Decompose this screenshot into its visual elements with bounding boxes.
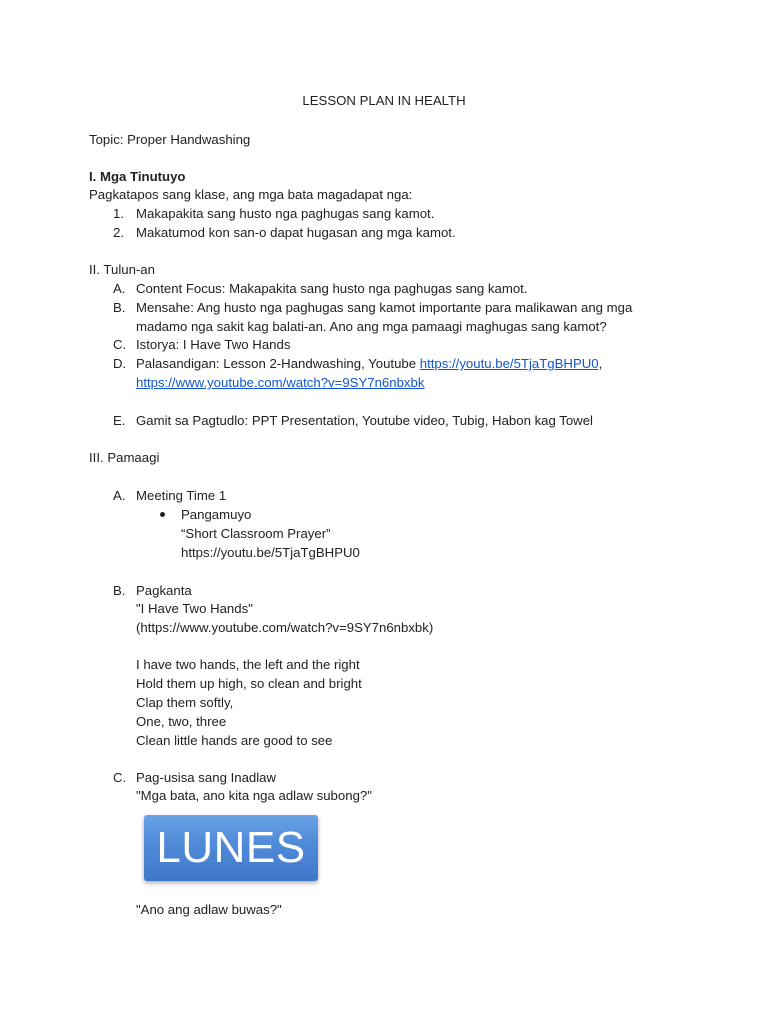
prayer-url: https://youtu.be/5TjaTgBHPU0 <box>181 545 360 560</box>
bullet-item: Pangamuyo <box>181 507 252 522</box>
list-marker: C. <box>113 770 127 785</box>
list-item: Makatumod kon san-o dapat hugasan ang mga kamot. <box>136 225 456 240</box>
prayer-title: “Short Classroom Prayer” <box>181 526 331 541</box>
day-card-lunes: LUNES <box>144 815 318 881</box>
song-url: (https://www.youtube.com/watch?v=9SY7n6nbxbk) <box>136 620 434 635</box>
list-marker: E. <box>113 413 126 428</box>
list-item: Pagkanta <box>136 583 192 598</box>
list-item: Meeting Time 1 <box>136 488 227 503</box>
procedure-heading: III. Pamaagi <box>89 450 160 465</box>
list-item: Mensahe: Ang husto nga paghugas sang kamot importante para malikawan ang mga <box>136 300 633 315</box>
list-item-continuation: madamo nga sakit kag balati-an. Ano ang mga pamaagi maghugas sang kamot? <box>136 319 607 334</box>
list-item: Istorya: I Have Two Hands <box>136 337 291 352</box>
content-heading: II. Tulun-an <box>89 262 155 277</box>
lyric-line: Clap them softly, <box>136 695 234 710</box>
list-marker: 1. <box>113 206 124 221</box>
list-marker: A. <box>113 281 126 296</box>
separator: , <box>598 356 603 371</box>
list-marker: B. <box>113 583 126 598</box>
list-marker: 2. <box>113 225 124 240</box>
list-item-continuation <box>136 375 424 391</box>
list-marker: D. <box>113 356 127 371</box>
list-marker: A. <box>113 488 126 503</box>
list-marker: B. <box>113 300 126 315</box>
song-title: "I Have Two Hands" <box>136 601 253 616</box>
lyric-line: I have two hands, the left and the right <box>136 657 360 672</box>
lyric-line: Hold them up high, so clean and bright <box>136 676 362 691</box>
youtube-link-prayer[interactable]: https://youtu.be/5TjaTgBHPU0 <box>419 356 599 371</box>
list-item: Gamit sa Pagtudlo: PPT Presentation, Youtube video, Tubig, Habon kag Towel <box>136 413 593 428</box>
question-line: "Ano ang adlaw buwas?" <box>136 902 282 917</box>
reference-text: Palasandigan: Lesson 2-Handwashing, Youtube <box>136 356 420 371</box>
topic-line: Topic: Proper Handwashing <box>89 132 251 147</box>
page-title: LESSON PLAN IN HEALTH <box>302 93 466 108</box>
objectives-heading: I. Mga Tinutuyo <box>89 169 186 184</box>
list-item: Pag-usisa sang Inadlaw <box>136 770 277 785</box>
bullet-dot-icon <box>160 512 165 517</box>
list-item: Makapakita sang husto nga paghugas sang kamot. <box>136 206 435 221</box>
question-line: "Mga bata, ano kita nga adlaw subong?" <box>136 788 372 803</box>
lyric-line: Clean little hands are good to see <box>136 733 333 748</box>
list-item <box>136 356 602 372</box>
lyric-line: One, two, three <box>136 714 227 729</box>
youtube-link-song[interactable]: https://www.youtube.com/watch?v=9SY7n6nbxbk <box>136 375 425 390</box>
objectives-intro: Pagkatapos sang klase, ang mga bata magadapat nga: <box>89 187 413 202</box>
list-marker: C. <box>113 337 127 352</box>
list-item: Content Focus: Makapakita sang husto nga paghugas sang kamot. <box>136 281 528 296</box>
